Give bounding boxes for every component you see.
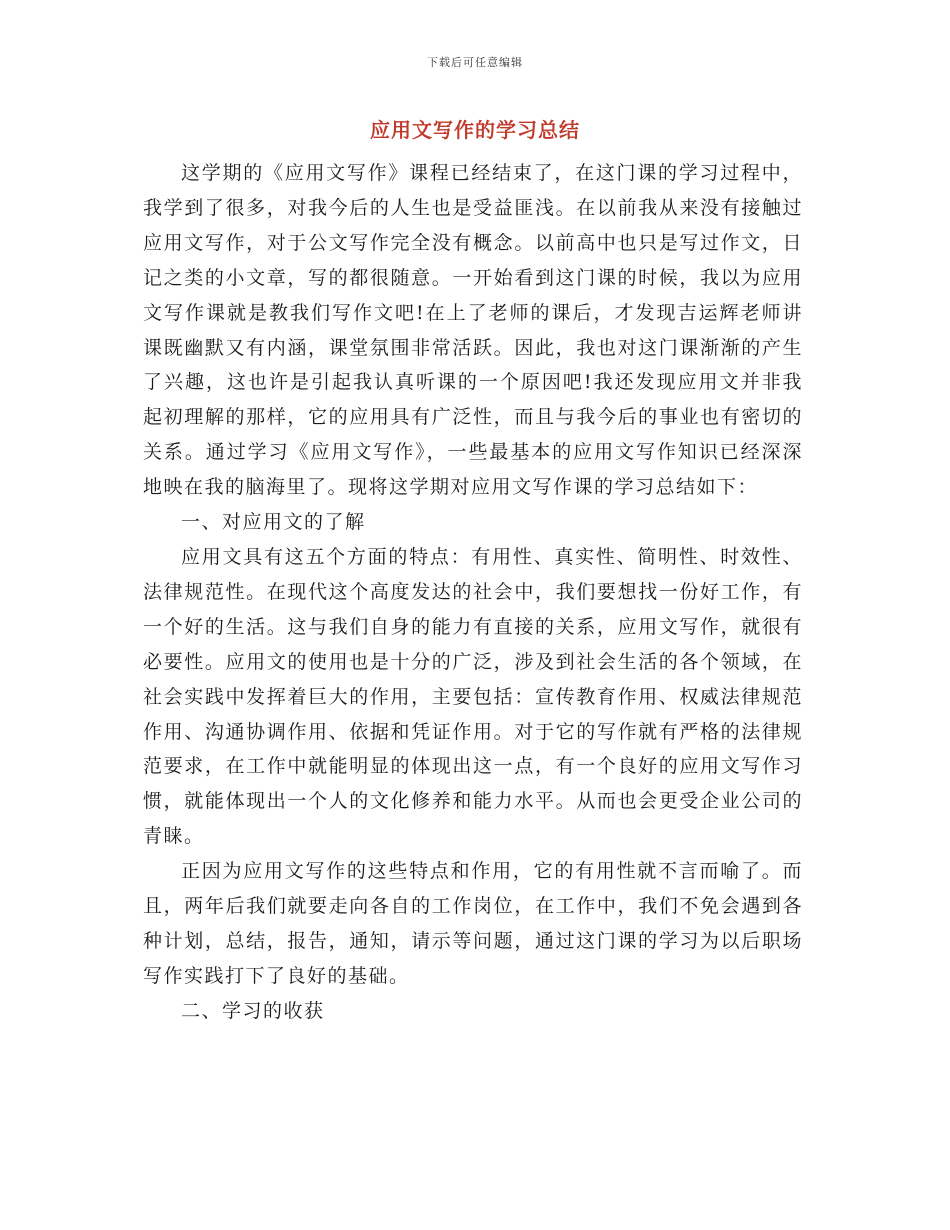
paragraph-features: 应用文具有这五个方面的特点：有用性、真实性、简明性、时效性、法律规范性。在现代这个高度发达的社会中，我们要想找一份好工作，有一个好的生活。这与我们自身的能力有直接的关系，应用文写作，就很有必要性。应用文的使用也是十分的广泛，涉及到社会生活的各个领域，在社会实践中发挥着巨大的作用，主要包括：宣传教育作用、权威法律规范作用、沟通协调作用、依据和凭证作用。对于它的写作就有严格的法律规范要求，在工作中就能明显的体现出这一点，有一个良好的应用文写作习惯，就能体现出一个人的文化修养和能力水平。从而也会更受企业公司的青睐。	[143, 545, 803, 848]
document-body	[143, 156, 803, 1029]
section-heading-understanding: 一、对应用文的了解	[181, 511, 366, 534]
section-heading-gains: 二、学习的收获	[181, 999, 325, 1022]
document-title: 应用文写作的学习总结	[370, 118, 580, 142]
paragraph-intro: 这学期的《应用文写作》课程已经结束了，在这门课的学习过程中，我学到了很多，对我今后的人生也是受益匪浅。在以前我从来没有接触过应用文写作，对于公文写作完全没有概念。以前高中也只是写过作文，日记之类的小文章，写的都很随意。一开始看到这门课的时候，我以为应用文写作课就是教我们写作文吧!在上了老师的课后，才发现吉运辉老师讲课既幽默又有内涵，课堂氛围非常活跃。因此，我也对这门课渐渐的产生了兴趣，这也许是引起我认真听课的一个原因吧!我还发现应用文并非我起初理解的那样，它的应用具有广泛性，而且与我今后的事业也有密切的关系。通过学习《应用文写作》，一些最基本的应用文写作知识已经深深地映在我的脑海里了。现将这学期对应用文写作课的学习总结如下：	[143, 162, 803, 499]
header-note: 下载后可任意编辑	[427, 56, 523, 69]
paragraph-usefulness: 正因为应用文写作的这些特点和作用，它的有用性就不言而喻了。而且，两年后我们就要走向各自的工作岗位，在工作中，我们不免会遇到各种计划，总结，报告，通知，请示等问题，通过这门课的学习为以后职场写作实践打下了良好的基础。	[143, 860, 803, 987]
